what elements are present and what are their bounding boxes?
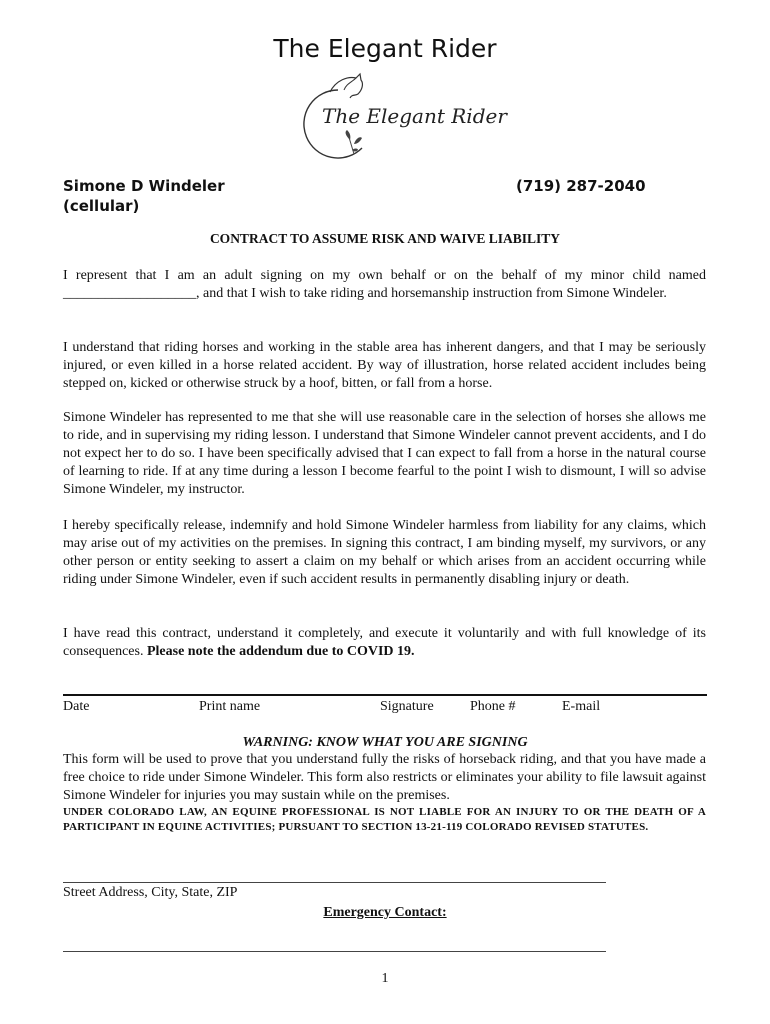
acknowledgment-text: I have read this contract, understand it completely, and execute it voluntarily and with full knowledge of its consequences. bbox=[63, 626, 706, 659]
signature-label: Signature bbox=[380, 699, 434, 714]
paragraph-release: I hereby specifically release, indemnify and hold Simone Windeler harmless from liability for any claims, which may arise out of my activities on the premises. In signing this contract, I am binding myself, my survivors, or any other person or entity seeking to assert a claim on my behalf or which arises from an accident occurring while riding under Simone Windeler, even if such accident results in permanently disabling injury or death. bbox=[63, 518, 706, 587]
paragraph-care: Simone Windeler has represented to me that she will use reasonable care in the selection of horses she allows me to ride, and in supervising my riding lesson. I understand that Simone Windeler cannot prevent accidents, and I do not expect her to do so. I have been specifically advised that I can expect to fall from a horse in the natural course of learning to ride. If at any time during a lesson I become fearful to the point I wish to dismount, I will so advise Simone Windeler, my instructor. bbox=[63, 410, 706, 497]
contact-block bbox=[63, 176, 225, 216]
warning-title: WARNING: KNOW WHAT YOU ARE SIGNING bbox=[242, 735, 528, 750]
contact-phone-type: (cellular) bbox=[63, 197, 140, 215]
logo-text: The Elegant Rider bbox=[322, 104, 507, 128]
warning-text: This form will be used to prove that you understand fully the risks of horseback riding, and that you have made a free choice to ride under Simone Windeler. This form also restricts or eliminates your ability to file lawsuit against Simone Windeler for injuries you may sustain while on the premises. bbox=[63, 752, 706, 803]
paragraph-acknowledgment bbox=[63, 625, 706, 661]
contact-phone: (719) 287-2040 bbox=[516, 177, 646, 195]
emergency-contact-label: Emergency Contact: bbox=[323, 905, 447, 920]
address-label: Street Address, City, State, ZIP bbox=[63, 885, 238, 900]
page-title: The Elegant Rider bbox=[273, 34, 497, 63]
paragraph-intro: I represent that I am an adult signing on my own behalf or on the behalf of my minor child named ___________________, and that I wish to take riding and horsemanship instruction from Simone Windeler. bbox=[63, 268, 706, 301]
signature-line[interactable] bbox=[63, 694, 707, 696]
address-line[interactable] bbox=[63, 882, 606, 883]
logo bbox=[300, 70, 507, 156]
emergency-contact-line[interactable] bbox=[63, 951, 606, 952]
colorado-law-notice: UNDER COLORADO LAW, AN EQUINE PROFESSIONAL IS NOT LIABLE FOR AN INJURY TO OR THE DEATH OF A PARTICIPANT IN EQUINE ACTIVITIES; PURSUANT TO SECTION 13-21-119 COLORADO REVISED STATUTES. bbox=[63, 806, 706, 833]
contract-heading: CONTRACT TO ASSUME RISK AND WAIVE LIABILITY bbox=[209, 231, 561, 246]
email-label: E-mail bbox=[562, 699, 601, 714]
phone-label: Phone # bbox=[470, 699, 516, 714]
print-name-label: Print name bbox=[199, 699, 261, 714]
covid-note: Please note the addendum due to COVID 19. bbox=[146, 644, 415, 659]
date-label: Date bbox=[63, 699, 90, 714]
page-number: 1 bbox=[381, 971, 389, 986]
contact-name: Simone D Windeler bbox=[63, 177, 225, 195]
paragraph-dangers: I understand that riding horses and working in the stable area has inherent dangers, and that I may be seriously injured, or even killed in a horse related accident. By way of illustration, horse related accident includes being stepped on, kicked or otherwise struck by a hoof, bitten, or fall from a horse. bbox=[63, 340, 706, 391]
